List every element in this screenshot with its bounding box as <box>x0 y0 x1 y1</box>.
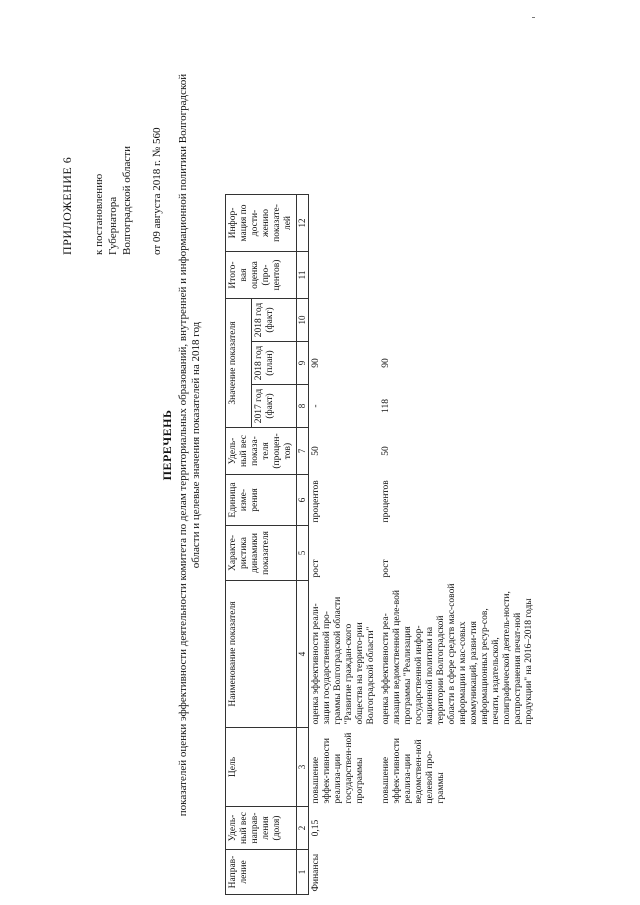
cell-dynamics: рост <box>381 559 391 578</box>
cell-goal: повышение эффек-тивности реализа-ции государствен-ной программы <box>311 732 365 804</box>
col-header-2018-fact: 2018 год (факт) <box>252 299 297 342</box>
col-number: 11 <box>297 252 309 299</box>
col-header-indicator-weight: Удель-ный вес показа-теля (процен-тов) <box>226 428 297 475</box>
indicators-table <box>225 194 537 895</box>
col-number: 4 <box>297 581 309 728</box>
header-date: от 09 августа 2018 г. № 560 <box>151 127 163 255</box>
cell-final-score <box>379 252 537 299</box>
table-row <box>379 195 537 895</box>
col-number: 7 <box>297 428 309 475</box>
cell-dynamics: рост <box>311 559 321 578</box>
appendix-label: ПРИЛОЖЕНИЕ 6 <box>60 156 74 255</box>
cell-indicator-weight: 50 <box>311 446 321 456</box>
col-number: 8 <box>297 385 309 428</box>
cell-unit: процентов <box>311 480 321 523</box>
table-header-row <box>226 195 252 895</box>
cell-achievement-info <box>309 195 380 252</box>
col-header-direction-weight: Удель-ный вес направ-ления (доля) <box>226 807 297 850</box>
col-number: 9 <box>297 342 309 385</box>
header-line-1: к постановлению <box>93 173 105 255</box>
cell-achievement-info <box>379 195 537 252</box>
col-header-2017-fact: 2017 год (факт) <box>252 385 297 428</box>
cell-unit: процентов <box>381 480 391 523</box>
col-number: 5 <box>297 526 309 581</box>
col-number: 6 <box>297 475 309 526</box>
cell-final-score <box>309 252 380 299</box>
cell-2018-fact <box>379 299 537 342</box>
cell-direction <box>379 850 537 895</box>
cell-direction-weight <box>379 807 537 850</box>
col-header-value-group: Значение показателя <box>226 299 252 428</box>
header-line-3: Волгоградской области <box>121 146 133 255</box>
cell-indicator-name: оценка эффективности реали-зации государственной про-граммы Волгоградской области "Развитие граждан-ского общества на террито-рии Волгоградской области" <box>311 596 376 725</box>
table-row <box>309 195 380 895</box>
col-header-indicator-name: Наименование показателя <box>226 581 297 728</box>
column-numbers-row <box>297 195 309 895</box>
cell-direction-weight: 0,15 <box>311 819 321 837</box>
document-title: ПЕРЕЧЕНЬ <box>160 409 174 481</box>
col-number: 3 <box>297 728 309 807</box>
col-header-unit: Единица изме-рения <box>226 475 297 526</box>
col-header-2018-plan: 2018 год (план) <box>252 342 297 385</box>
col-number: 1 <box>297 850 309 895</box>
col-number: 12 <box>297 195 309 252</box>
col-header-final-score: Итого-вая оценка (про-центов) <box>226 252 297 299</box>
col-header-dynamics: Характе-ристика динамики показателя <box>226 526 297 581</box>
cell-indicator-weight: 50 <box>381 446 391 456</box>
cell-2018-fact <box>309 299 380 342</box>
cell-indicator-name: оценка эффективности реа-лизации ведомственной целе-вой программы "Реализация государственной инфор-мационной политики на территории Волгоградской области в сфере средств мас-совой информации и мас-совых коммуникаций, разви-тия информационных ресур-сов, печати, издательской, полиграфической деятель-ности, распространения печат-ной продукции" на 2016–2018 годы <box>381 583 534 725</box>
col-number: 2 <box>297 807 309 850</box>
appendix-header <box>60 35 164 255</box>
cell-2018-plan: 90 <box>311 358 321 368</box>
cell-2017-fact: - <box>311 404 321 408</box>
col-header-achievement-info: Инфор-мация по дости-жению показате-лей <box>226 195 297 252</box>
col-number: 10 <box>297 299 309 342</box>
col-header-direction: Направ-ление <box>226 850 297 895</box>
document-subtitle: показателей оценки эффективности деятельности комитета по делам территориальных образований, внутренней и информационной политики Волгоградской области и целевые значения показателей на 2018 год <box>177 73 202 817</box>
cell-2018-plan: 90 <box>381 358 391 368</box>
cell-direction: Финансы <box>311 853 321 892</box>
header-line-2: Губернатора <box>107 196 119 255</box>
cell-2017-fact: 118 <box>381 399 391 413</box>
cell-goal: повышение эффек-тивности реализа-ции ведомствен-ной целевой про-граммы <box>381 737 446 804</box>
col-header-goal: Цель <box>226 728 297 807</box>
